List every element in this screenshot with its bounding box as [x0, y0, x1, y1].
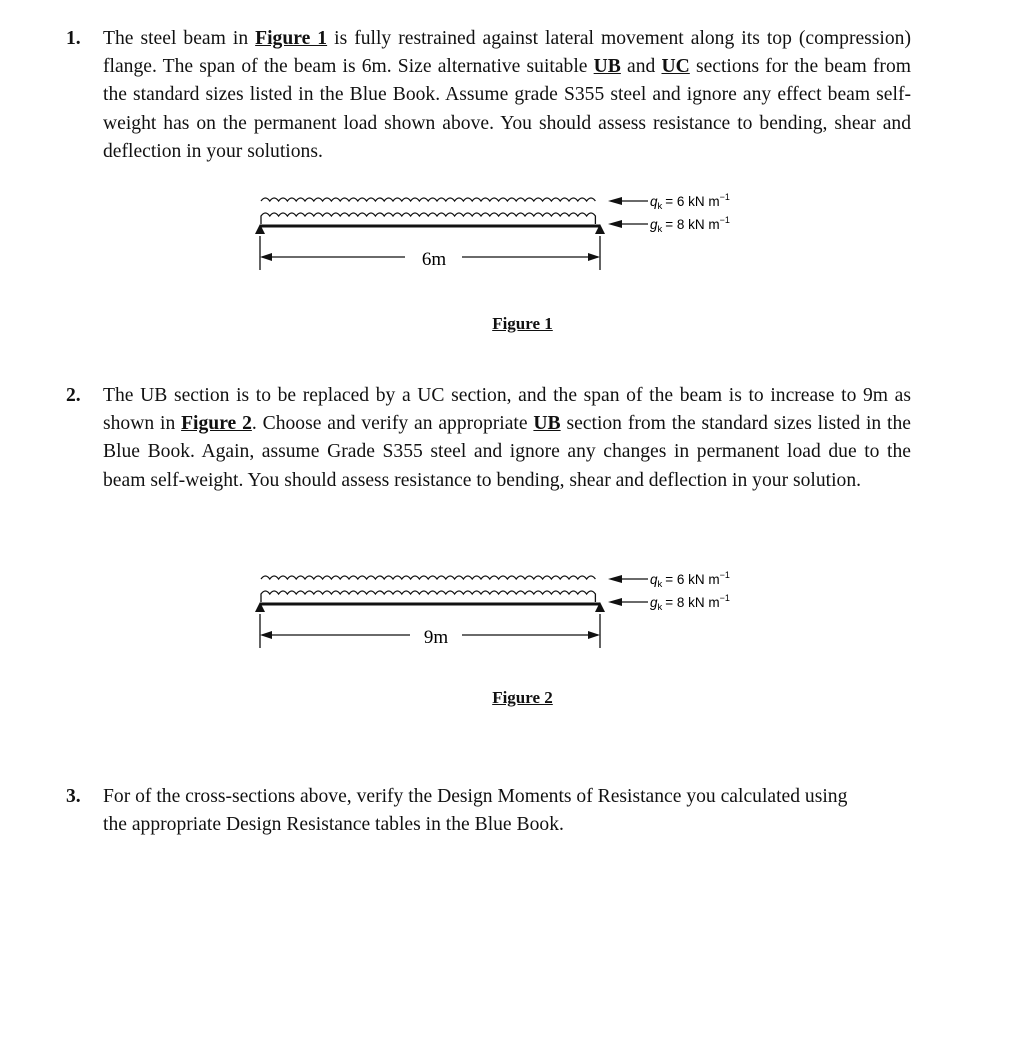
- question-3-text: For of the cross-sections above, verify the Design Moments of Resistance you calculated using the appropriate Design Resistance tables in the Blue Book.: [103, 786, 848, 836]
- span-label: 6m: [421, 249, 447, 270]
- variable-load-label: $q_k = 6$ kN $m^{-1}$: [650, 570, 730, 590]
- permanent-load-arrow: [608, 220, 622, 228]
- figure-2-caption: Figure 2: [492, 688, 553, 707]
- figure-1-reference: Figure 1: [255, 28, 328, 49]
- figure-2-diagram: [250, 566, 780, 656]
- variable-load-arrow: [608, 197, 622, 205]
- figure-1-caption: Figure 1: [492, 314, 553, 333]
- variable-load-label: $q_k = 6$ kN $m^{-1}$: [650, 192, 730, 212]
- beam-diagram-2: [250, 566, 780, 656]
- variable-load-arrow: [608, 575, 622, 583]
- ub-reference: UB: [593, 56, 621, 78]
- permanent-load-udl: [261, 591, 595, 602]
- question-1-text: The steel beam in Figure 1 is fully restrained against lateral movement along its top (compression) flange. The span of the beam is 6m. Size alternative suitable UB and UC sections for the beam from the standard sizes listed in the Blue Book. Assume grade S355 steel and ignore any effect beam self-weight has on the permanent load shown above. You should assess resistance to bending, shear and deflection in your solutions.: [103, 28, 911, 162]
- question-1: [66, 25, 911, 166]
- uc-reference: UC: [661, 56, 690, 78]
- permanent-load-label: $g_k = 8$ kN $m^{-1}$: [650, 593, 730, 613]
- figure-2-reference: Figure 2: [181, 413, 252, 435]
- permanent-load-arrow: [608, 598, 622, 606]
- variable-load-udl: [261, 576, 595, 579]
- beam-diagram-1: [250, 188, 780, 278]
- ub-reference: UB: [533, 413, 561, 435]
- variable-load-udl: [261, 198, 595, 201]
- permanent-load-label: $g_k = 8$ kN $m^{-1}$: [650, 215, 730, 235]
- figure-1-diagram: [250, 188, 780, 278]
- question-2: [66, 382, 911, 495]
- span-label: 9m: [423, 627, 449, 648]
- question-2-number: 2.: [66, 385, 81, 406]
- question-2-text: The UB section is to be replaced by a UC section, and the span of the beam is to increase to 9m as shown in Figure 2. Choose and verify an appropriate UB section from the standard sizes listed in the Blue Book. Again, assume Grade S355 steel and ignore any changes in permanent load due to the beam self-weight. You should assess resistance to bending, shear and deflection in your solution.: [103, 385, 911, 491]
- question-1-number: 1.: [66, 28, 81, 49]
- permanent-load-udl: [261, 213, 595, 224]
- question-3: [66, 783, 911, 839]
- question-3-number: 3.: [66, 786, 81, 807]
